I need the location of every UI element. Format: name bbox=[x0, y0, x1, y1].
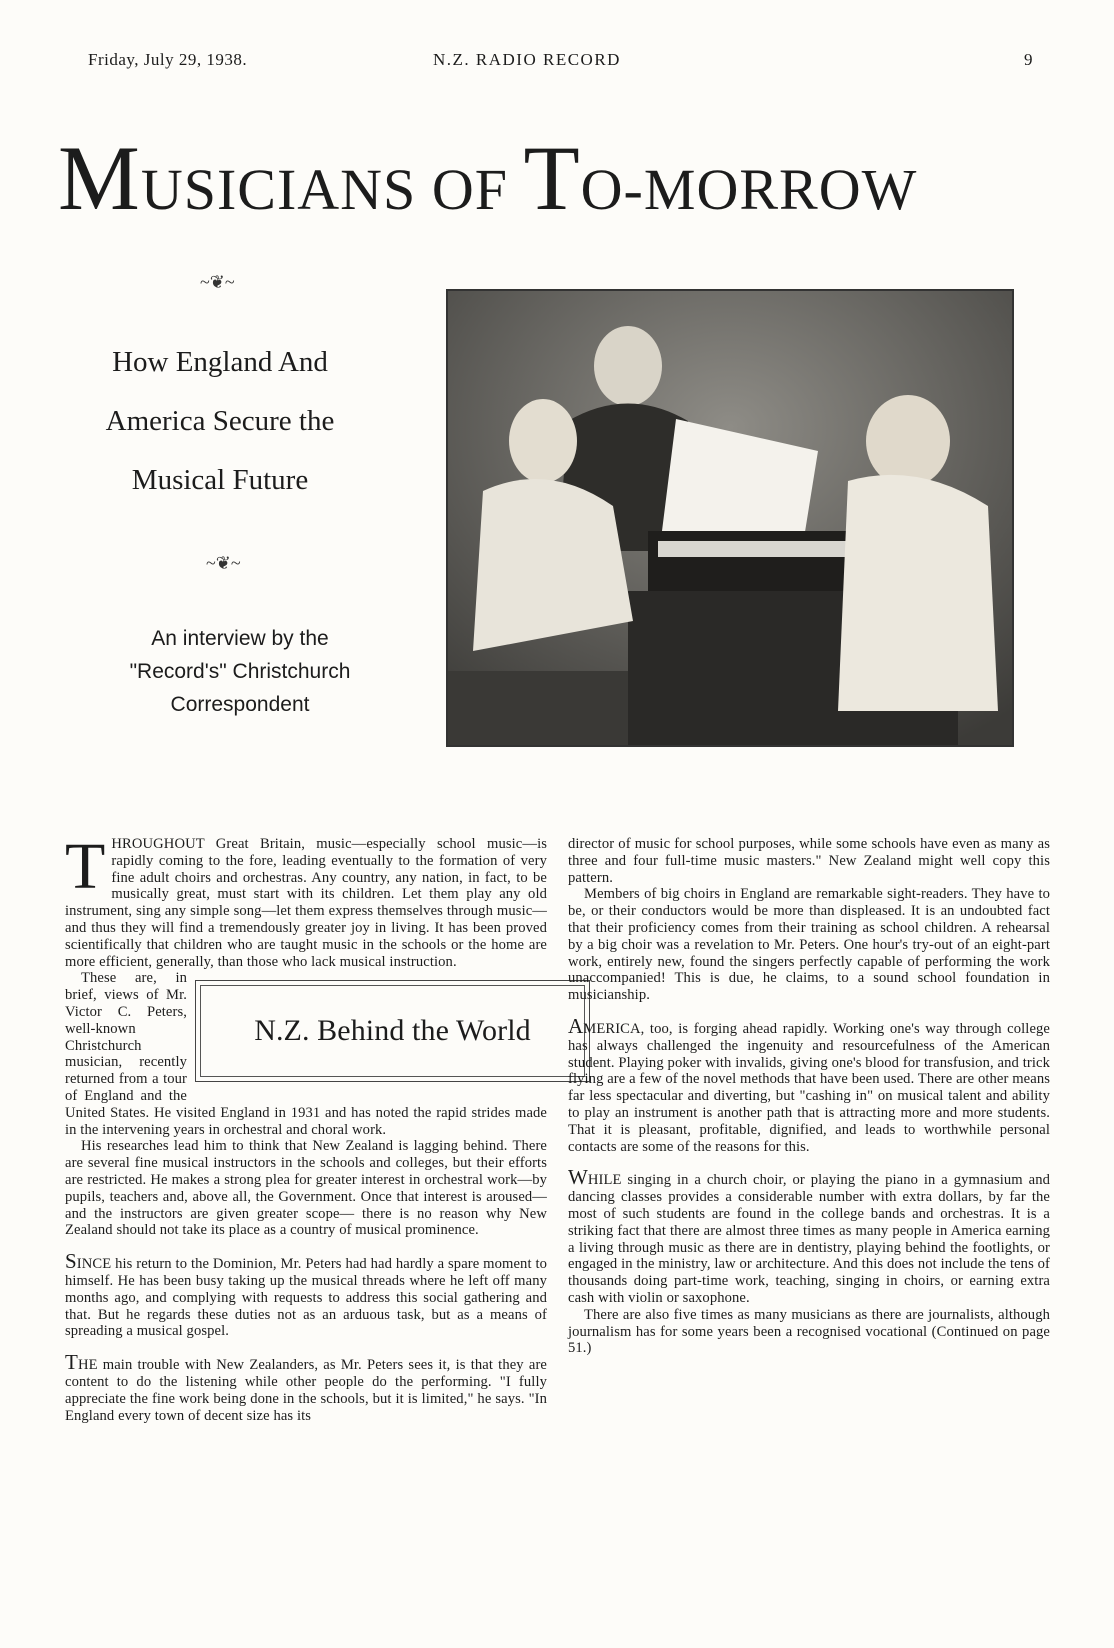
article-column-2 bbox=[568, 836, 1050, 1357]
article-column-1 bbox=[65, 830, 547, 1424]
paragraph-1: THROUGHOUT Great Britain, music—especially school music—is rapidly coming to the fore, leading eventually to the formation of very fine adult choirs and orchestras. Any country, any nation, in fact, to be musically great, must start with its children. Let them play any old instrument, sing any simple song—let them express themselves through music—and thus they will find a tremendously greater joy in living. It has been proved scientifically that children who are taught music in the schools or the home are more efficient, generally, than those who lack musical instruction. bbox=[65, 830, 547, 970]
pull-quote-text: N.Z. Behind the World bbox=[200, 985, 585, 1077]
paragraph-4: SINCE his return to the Dominion, Mr. Peters had had hardly a spare moment to himself. He has been busy taking up the musical threads where he left off many months ago, and complying with requests to address this social gathering and that. But he regards these duties not as an arduous task, but as a means of spreading a musical gospel. bbox=[65, 1249, 547, 1340]
ornament-top: ~❦~ bbox=[200, 272, 235, 292]
paragraph-8: AMERICA, too, is forging ahead rapidly. Working one's way through college has always challenged the ingenuity and resourcefulness of the American student. Playing poker with invalids, giving one's blood for transfusion, and trick flying are a few of the novel methods that have been used. There are other means far less spectacular and diverting, but "cashing in" on musical talent and ability to play an instrument is another path that is attracting more and more students. That it is pleasant, profitable, dignified, and leads to worthwhile personal contacts are some of the reasons for this. bbox=[568, 1013, 1050, 1155]
paragraph-2: These are, in brief, views of Mr. Victor C. Peters, well-known Christchurch musician, recently returned from a tour of England and the United States. He visited England in 1931 and has noted the rapid strides made in the intervening years in orchestral and choral work. bbox=[65, 970, 547, 1138]
pull-quote-box bbox=[195, 980, 590, 1082]
paragraph-7: Members of big choirs in England are remarkable sight-readers. They have to be, or their conductors would be more than displeased. It is an undoubted fact that their proficiency comes from their training as school children. A rehearsal by a big choir was a revelation to Mr. Peters. One hour's try-out of an eight-part work, entirely new, found the singers perfectly capable of performing the work unaccompanied! This is due, he claims, to a sound school foundation in musicianship. bbox=[568, 886, 1050, 1004]
article-subtitle: How England And America Secure the Musical Future bbox=[105, 346, 335, 496]
photo-illustration bbox=[448, 291, 1012, 745]
issue-date: Friday, July 29, 1938. bbox=[88, 50, 248, 69]
paragraph-3: His researches lead him to think that New Zealand is lagging behind. There are several fine musical instructors in the schools and colleges, but their efforts are restricted. He makes a strong plea for greater interest in orchestral work—by pupils, teachers and, above all, the Government. Once that interest is aroused—and the instructors are given greater scope— there is no reason why New Zealand should not take its place as a country of musical prominence. bbox=[65, 1138, 547, 1239]
page-number: 9 bbox=[1024, 50, 1033, 69]
article-title: MUSICIANS OF TO-MORROW bbox=[58, 126, 918, 229]
publication-name: N.Z. RADIO RECORD bbox=[433, 50, 621, 69]
photo-children-at-piano bbox=[446, 289, 1014, 747]
paragraph-9: WHILE singing in a church choir, or playing the piano in a gymnasium and dancing classes provides a considerable number with extra dollars, by far the most of such students are found in the college bands and orchestras. It is a striking fact that there are almost three times as many people in America earning a living through music as there are in dentistry, playing behind the footlights, or engaged in the ministry, law or architecture. And this does not include the tens of thousands doing part-time work, teaching, singing in choirs, or earning extra cash with violin or saxophone. bbox=[568, 1165, 1050, 1306]
page-header bbox=[88, 50, 1033, 76]
paragraph-6: director of music for school purposes, while some schools have even as many as three and four full-time music masters." New Zealand might well copy this pattern. bbox=[568, 836, 1050, 886]
byline: An interview by the "Record's" Christchurch Correspondent bbox=[129, 627, 351, 716]
continued-note: (Continued on page 51.) bbox=[568, 1323, 1051, 1357]
paragraph-10: There are also five times as many musicians as there are journalists, although journalism has for some years been a recognised vocational (Continued on page 51.) bbox=[568, 1306, 1051, 1357]
drop-cap: T bbox=[65, 830, 106, 903]
ornament-bottom: ~❦~ bbox=[206, 553, 241, 573]
paragraph-5: THE main trouble with New Zealanders, as Mr. Peters sees it, is that they are content to do the listening while other people do the performing. "I fully appreciate the fine work being done in the schools, but it is limited," he says. "In England every town of decent size has its bbox=[65, 1350, 547, 1424]
